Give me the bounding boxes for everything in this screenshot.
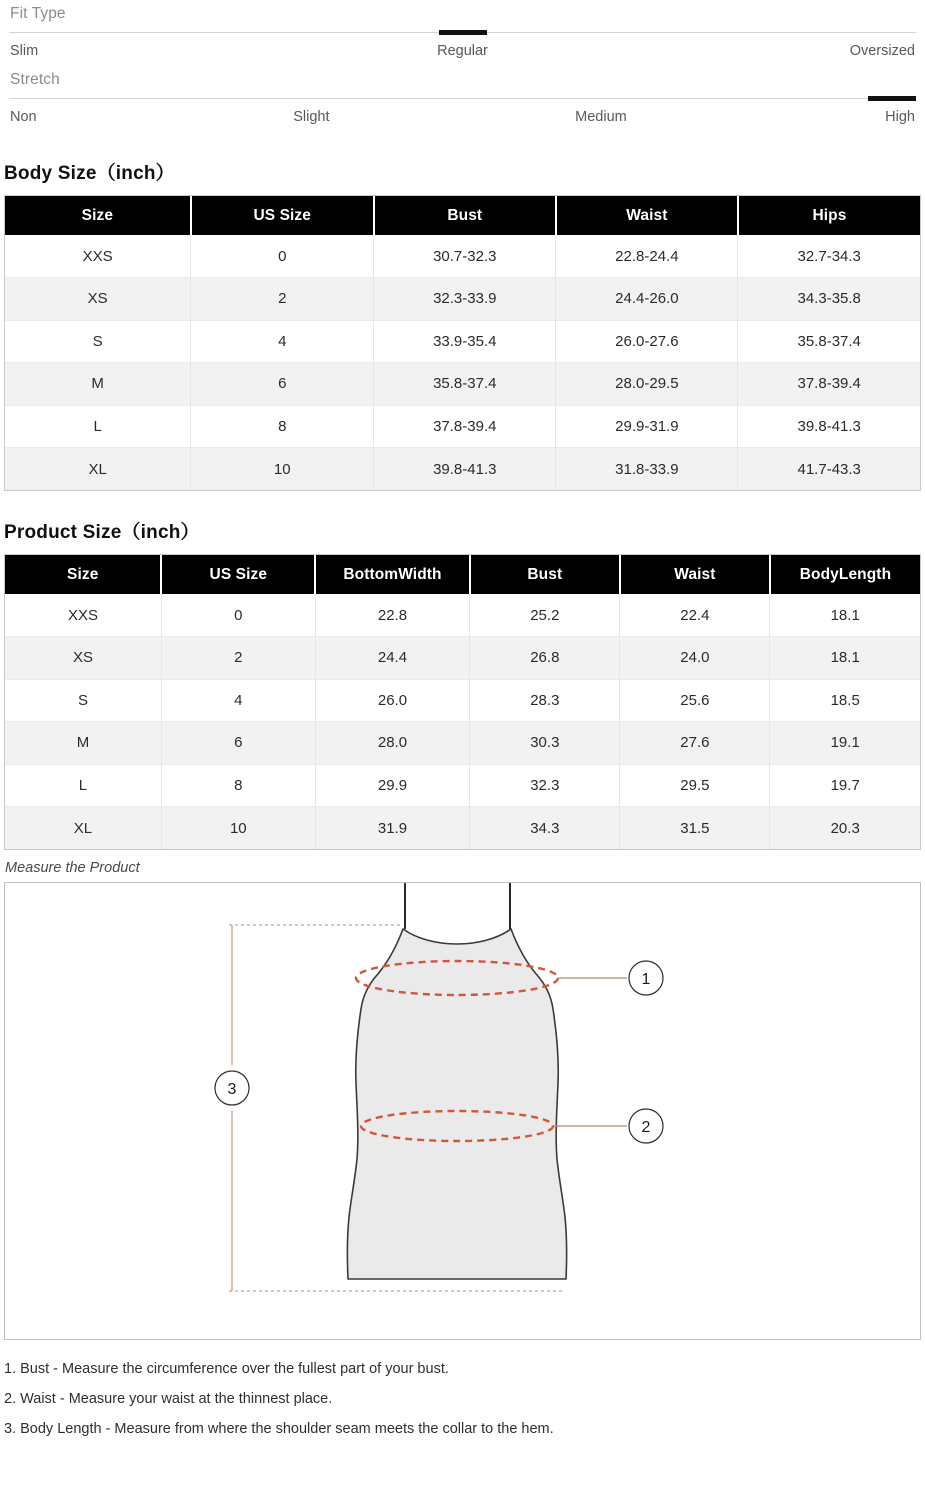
table-cell: 28.0-29.5	[556, 363, 738, 406]
table-cell: 28.0	[315, 722, 470, 765]
table-row	[5, 637, 920, 680]
stretch-track	[9, 98, 916, 99]
product-size-title: Product Size（inch）	[4, 522, 200, 543]
measure-notes	[0, 1340, 925, 1454]
stretch-label-slight[interactable]: Slight	[293, 109, 330, 125]
fit-type-label-regular[interactable]: Regular	[437, 43, 488, 59]
table-cell: 22.8	[315, 594, 470, 637]
table-cell: 0	[191, 235, 374, 278]
table-cell: 24.4	[315, 637, 470, 680]
column-header-bottomwidth: BottomWidth	[315, 555, 470, 594]
column-header-bust: Bust	[470, 555, 620, 594]
callout-3-number: 3	[227, 1081, 237, 1098]
table-cell: 37.8-39.4	[374, 405, 556, 448]
table-header-row	[5, 196, 920, 235]
measure-diagram	[4, 882, 921, 1340]
table-cell: 39.8-41.3	[374, 448, 556, 491]
table-cell: 34.3	[470, 807, 620, 850]
fit-slider-block	[0, 0, 925, 132]
table-cell: S	[5, 679, 161, 722]
table-cell: 10	[161, 807, 315, 850]
body-size-table-wrap	[4, 195, 921, 491]
table-cell: M	[5, 722, 161, 765]
fit-type-label-oversized[interactable]: Oversized	[849, 43, 915, 59]
product-size-table	[5, 555, 920, 849]
table-cell: 30.7-32.3	[374, 235, 556, 278]
body-size-tbody	[5, 235, 920, 490]
table-cell: 2	[161, 637, 315, 680]
table-cell: 6	[161, 722, 315, 765]
fit-type-group	[0, 0, 925, 66]
fit-type-labels	[10, 36, 915, 66]
table-cell: 41.7-43.3	[738, 448, 920, 491]
table-row	[5, 722, 920, 765]
table-cell: 26.0-27.6	[556, 320, 738, 363]
table-cell: 26.0	[315, 679, 470, 722]
table-cell: 20.3	[770, 807, 920, 850]
note-body-length: 3. Body Length - Measure from where the shoulder seam meets the collar to the hem.	[4, 1421, 554, 1437]
callout-2-waist	[629, 1109, 663, 1143]
table-cell: 29.9-31.9	[556, 405, 738, 448]
body-size-thead	[5, 196, 920, 235]
table-cell: XL	[5, 807, 161, 850]
table-row	[5, 764, 920, 807]
table-cell: XS	[5, 637, 161, 680]
table-cell: 37.8-39.4	[738, 363, 920, 406]
table-row	[5, 320, 920, 363]
table-cell: 2	[191, 278, 374, 321]
table-cell: XL	[5, 448, 191, 491]
table-cell: 25.6	[620, 679, 770, 722]
table-cell: XXS	[5, 235, 191, 278]
fit-type-title: Fit Type	[10, 5, 66, 22]
table-cell: 35.8-37.4	[374, 363, 556, 406]
table-cell: 18.1	[770, 594, 920, 637]
product-size-tbody	[5, 594, 920, 849]
table-cell: 24.4-26.0	[556, 278, 738, 321]
table-cell: 18.1	[770, 637, 920, 680]
table-cell: 31.9	[315, 807, 470, 850]
table-cell: 4	[191, 320, 374, 363]
body-size-table	[5, 196, 920, 490]
garment-diagram-svg	[5, 883, 920, 1339]
garment-body-shape	[347, 929, 566, 1279]
stretch-label-high[interactable]: High	[885, 109, 915, 125]
callout-3-body-length	[215, 1071, 249, 1105]
stretch-label-medium[interactable]: Medium	[575, 109, 627, 125]
table-cell: 39.8-41.3	[738, 405, 920, 448]
stretch-label-non[interactable]: Non	[10, 109, 37, 125]
stretch-group	[0, 66, 925, 132]
callout-2-number: 2	[641, 1119, 651, 1136]
table-cell: XS	[5, 278, 191, 321]
note-waist: 2. Waist - Measure your waist at the thinnest place.	[4, 1391, 333, 1407]
stretch-labels	[10, 102, 915, 132]
table-cell: 25.2	[470, 594, 620, 637]
column-header-size: Size	[5, 555, 161, 594]
table-cell: 22.8-24.4	[556, 235, 738, 278]
product-size-table-wrap	[4, 554, 921, 850]
table-cell: S	[5, 320, 191, 363]
table-row	[5, 679, 920, 722]
table-cell: L	[5, 764, 161, 807]
measure-the-product-label: Measure the Product	[5, 860, 140, 876]
callout-1-number: 1	[641, 971, 651, 988]
table-cell: M	[5, 363, 191, 406]
table-cell: 31.8-33.9	[556, 448, 738, 491]
table-cell: 19.1	[770, 722, 920, 765]
table-cell: 10	[191, 448, 374, 491]
table-cell: 6	[191, 363, 374, 406]
table-row	[5, 448, 920, 491]
fit-type-marker[interactable]	[439, 30, 487, 35]
table-cell: 31.5	[620, 807, 770, 850]
table-cell: 28.3	[470, 679, 620, 722]
table-cell: 30.3	[470, 722, 620, 765]
table-cell: 24.0	[620, 637, 770, 680]
column-header-hips: Hips	[738, 196, 920, 235]
table-cell: 29.5	[620, 764, 770, 807]
table-cell: 35.8-37.4	[738, 320, 920, 363]
table-cell: 32.3	[470, 764, 620, 807]
column-header-us-size: US Size	[161, 555, 315, 594]
table-cell: 22.4	[620, 594, 770, 637]
column-header-bodylength: BodyLength	[770, 555, 920, 594]
column-header-waist: Waist	[556, 196, 738, 235]
table-cell: 0	[161, 594, 315, 637]
product-size-thead	[5, 555, 920, 594]
table-cell: 32.3-33.9	[374, 278, 556, 321]
stretch-marker[interactable]	[868, 96, 916, 101]
note-bust: 1. Bust - Measure the circumference over the fullest part of your bust.	[4, 1361, 449, 1377]
table-header-row	[5, 555, 920, 594]
table-row	[5, 363, 920, 406]
table-cell: 19.7	[770, 764, 920, 807]
table-cell: 33.9-35.4	[374, 320, 556, 363]
table-row	[5, 405, 920, 448]
callout-1-bust	[629, 961, 663, 995]
table-cell: 8	[191, 405, 374, 448]
table-cell: 29.9	[315, 764, 470, 807]
table-cell: 27.6	[620, 722, 770, 765]
body-size-title: Body Size（inch）	[4, 163, 175, 184]
column-header-waist: Waist	[620, 555, 770, 594]
column-header-size: Size	[5, 196, 191, 235]
column-header-us-size: US Size	[191, 196, 374, 235]
table-cell: 32.7-34.3	[738, 235, 920, 278]
table-cell: 4	[161, 679, 315, 722]
table-cell: L	[5, 405, 191, 448]
table-cell: 8	[161, 764, 315, 807]
table-row	[5, 235, 920, 278]
table-cell: 26.8	[470, 637, 620, 680]
table-cell: 18.5	[770, 679, 920, 722]
table-cell: XXS	[5, 594, 161, 637]
table-row	[5, 807, 920, 850]
fit-type-label-slim[interactable]: Slim	[10, 43, 39, 59]
table-row	[5, 594, 920, 637]
table-row	[5, 278, 920, 321]
table-cell: 34.3-35.8	[738, 278, 920, 321]
column-header-bust: Bust	[374, 196, 556, 235]
stretch-title: Stretch	[10, 71, 60, 88]
